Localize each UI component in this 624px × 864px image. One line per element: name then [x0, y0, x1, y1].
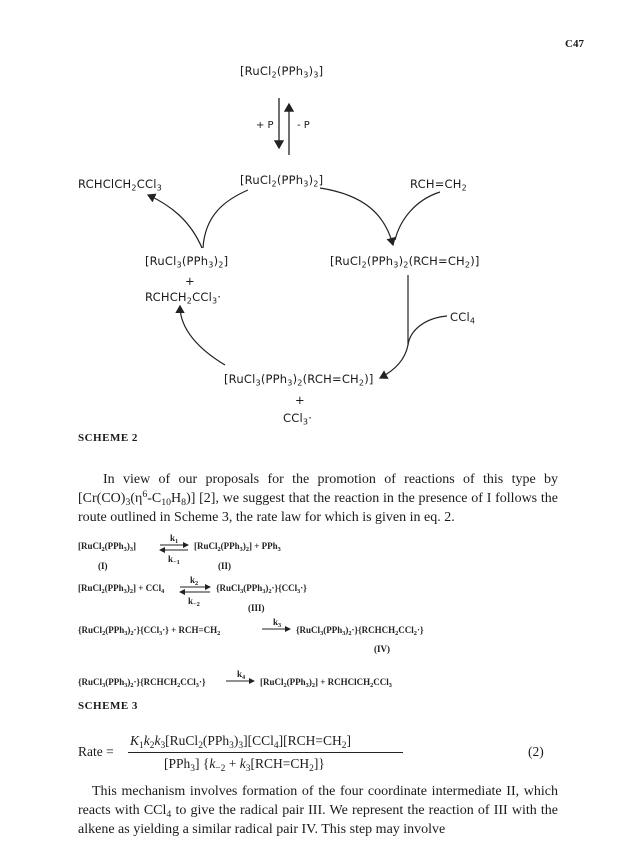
s3-r2-left: $[RuCl_2(PPh_3)_2] + CCl_4$ [78, 583, 165, 595]
s3-label-i: (I) [98, 561, 108, 571]
scheme2-product: RCHClCH$_2$CCl$_3$ [78, 177, 162, 193]
equation-number: (2) [528, 744, 544, 759]
rate-denominator: [PPh$_3$] $\{k_{-2} + k_3[RCH=CH_2]\}$ [164, 756, 325, 774]
s3-r1-right: $[RuCl_2(PPh_3)_2] + PPh_3$ [194, 541, 281, 553]
scheme2-left-complex: $[RuCl_3(PPh_3)_2]$ [145, 254, 229, 270]
s3-label-ii: (II) [218, 561, 231, 571]
s3-label-iv: (IV) [374, 644, 390, 654]
scheme2-center-complex: $[RuCl_2(PPh_3)_2]$ [240, 173, 324, 189]
page-number: C47 [565, 38, 584, 50]
scheme2-label: SCHEME 2 [78, 432, 138, 444]
scheme2-right-complex: $[RuCl_2(PPh_3)_2(RCH=CH_2)]$ [330, 254, 480, 270]
s3-r4-right: $[RuCl_2(PPh_3)_2]$ + RCHClCH$_2$CCl$_3$ [260, 677, 392, 689]
s3-r3-right: $\{RuCl_3(PPh_3)_2\cdot\}\{RCHCH_2CCl_2\cdot\}$ [296, 625, 424, 637]
scheme2-bottom-radical: CCl$_3$· [283, 411, 313, 427]
s3-r1-krev: $k_{-1}$ [168, 554, 180, 566]
paragraph-2: This mechanism involves formation of the four coordinate intermediate II, which reacts with CCl$_4$ to give the radical pair III. We represent the reaction of III with the alkene as yielding a similar radical pair IV. This step may involve [78, 784, 558, 837]
s3-r2-right: $\{RuCl_3(PPh_3)_2\cdot\}\{CCl_3\cdot\}$ [216, 583, 307, 595]
scheme2-bottom-complex: $[RuCl_3(PPh_3)_2(RCH=CH_2)]$ [224, 372, 374, 388]
scheme2-plus-2: + [295, 393, 305, 407]
paragraph-1: In view of our proposals for the promotion of reactions of this type by $[Cr(CO)_3(\eta^6-C_{10}H_8)]$ [2], we suggest that the reaction in the presence of I follows the route outlined in Scheme 3, the rate law for which is given in eq. 2. [78, 472, 558, 525]
fraction-bar [128, 752, 403, 753]
s3-r1-left: $[RuCl_2(PPh_3)_3]$ [78, 541, 136, 553]
s3-r3-k: $k_3$ [273, 617, 282, 629]
s3-label-iii: (III) [248, 603, 265, 613]
s3-r1-k: $k_1$ [170, 533, 179, 545]
minus-p-label: - P [297, 120, 310, 131]
s3-r2-krev: $k_{-2}$ [188, 596, 200, 608]
plus-p-label: + P [256, 120, 274, 131]
scheme3-label: SCHEME 3 [78, 700, 138, 712]
s3-r3-left: $\{RuCl_2(PPh_3)_2\cdot\}\{CCl_3\cdot\} + RCH=CH_2$ [78, 625, 221, 637]
scheme2-alkene: $RCH=CH_2$ [410, 177, 467, 193]
scheme2-left-radical: $RCHCH_2CCl_3\cdot$ [145, 290, 222, 306]
s3-r4-k: $k_4$ [237, 669, 246, 681]
s3-r4-left: $\{RuCl_3(PPh_3)_2\cdot\}\{RCHCH_2CCl_3\cdot\}$ [78, 677, 206, 689]
scheme2-plus-1: + [185, 274, 195, 288]
scheme2-ccl4: CCl$_4$ [450, 310, 476, 326]
s3-r2-k: $k_2$ [190, 575, 199, 587]
rate-numerator: $K_1k_2k_3[RuCl_2(PPh_3)_3][CCl_4][RCH=CH_2]$ [130, 733, 351, 751]
scheme2-top-complex: $[RuCl_2(PPh_3)_3]$ [240, 64, 324, 80]
rate-lhs: Rate = [78, 744, 114, 759]
